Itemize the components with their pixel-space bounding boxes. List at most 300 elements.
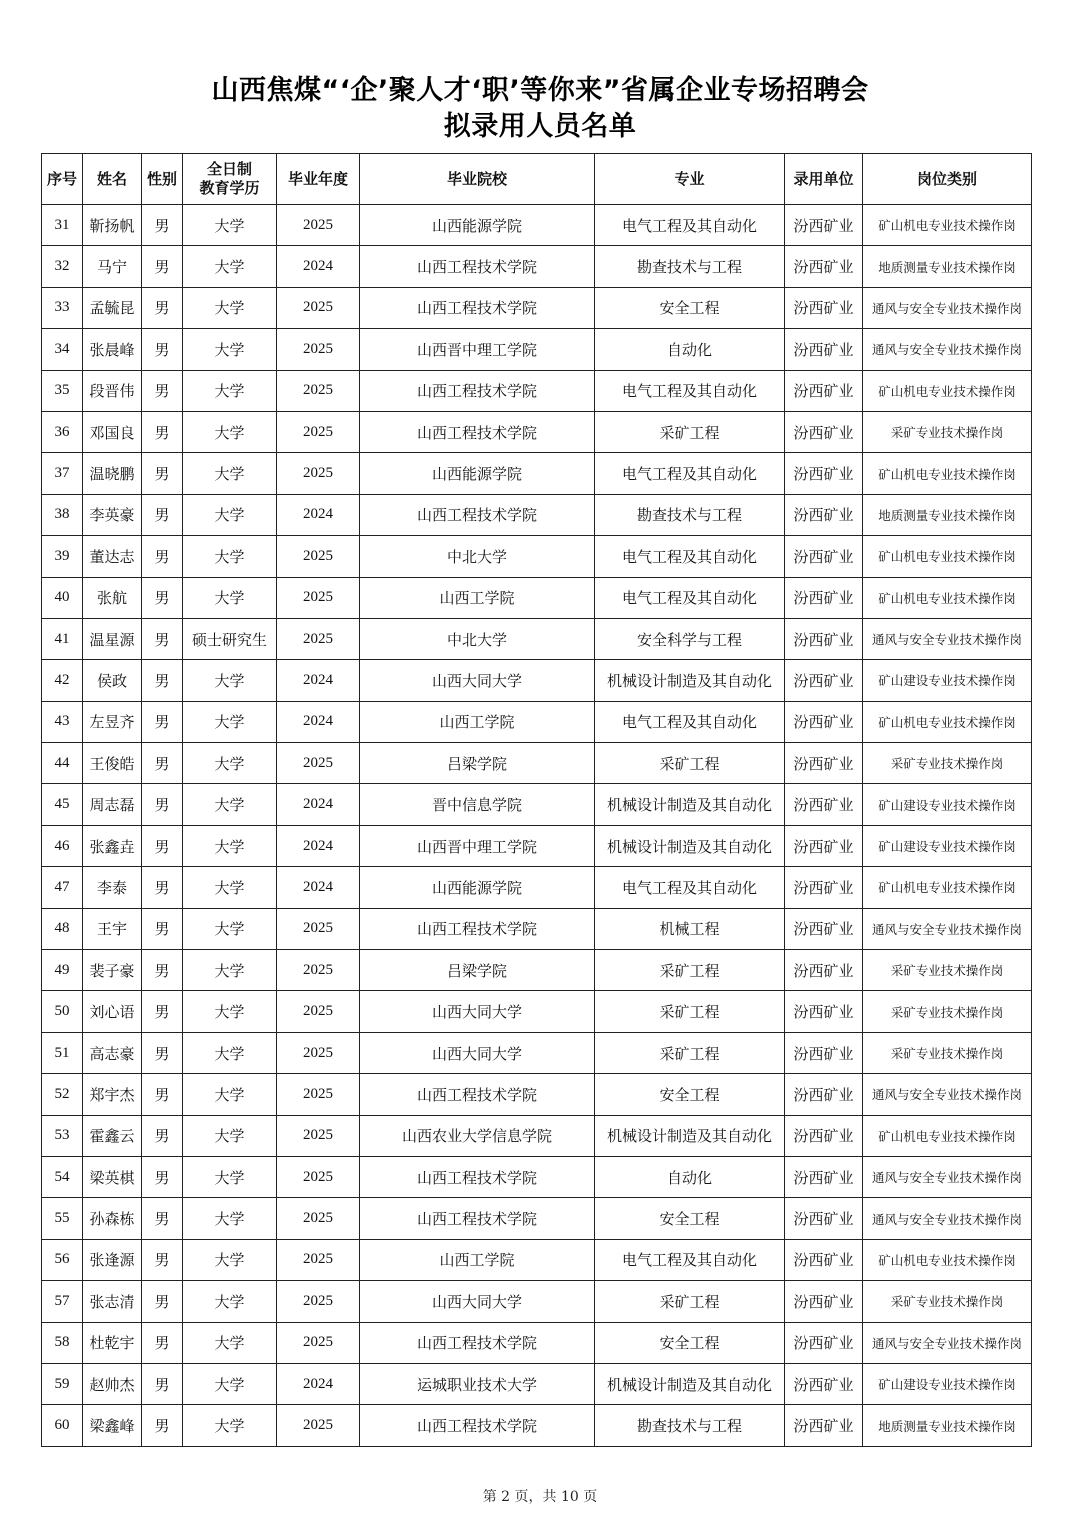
cell-post-category: 矿山建设专业技术操作岗 <box>863 784 1032 825</box>
cell-gender: 男 <box>142 1074 183 1115</box>
cell-seq: 44 <box>42 743 83 784</box>
cell-major: 安全工程 <box>595 1322 785 1363</box>
cell-name: 张逢源 <box>83 1239 142 1280</box>
cell-post-category: 矿山机电专业技术操作岗 <box>863 370 1032 411</box>
cell-graduation-year: 2025 <box>277 908 360 949</box>
cell-hiring-unit: 汾西矿业 <box>785 825 863 866</box>
table-row <box>42 618 1032 659</box>
cell-education: 大学 <box>183 1405 277 1446</box>
cell-graduation-year: 2025 <box>277 991 360 1032</box>
cell-major: 自动化 <box>595 1156 785 1197</box>
cell-hiring-unit: 汾西矿业 <box>785 1239 863 1280</box>
cell-school: 山西能源学院 <box>360 867 595 908</box>
cell-education: 大学 <box>183 908 277 949</box>
table-row <box>42 784 1032 825</box>
cell-education: 大学 <box>183 1198 277 1239</box>
cell-graduation-year: 2025 <box>277 1115 360 1156</box>
cell-graduation-year: 2025 <box>277 1322 360 1363</box>
cell-gender: 男 <box>142 950 183 991</box>
cell-school: 吕梁学院 <box>360 950 595 991</box>
cell-gender: 男 <box>142 1281 183 1322</box>
cell-school: 山西工程技术学院 <box>360 370 595 411</box>
cell-major: 电气工程及其自动化 <box>595 370 785 411</box>
cell-education: 大学 <box>183 536 277 577</box>
cell-school: 中北大学 <box>360 618 595 659</box>
cell-school: 晋中信息学院 <box>360 784 595 825</box>
cell-graduation-year: 2025 <box>277 329 360 370</box>
cell-education: 大学 <box>183 246 277 287</box>
cell-name: 高志豪 <box>83 1032 142 1073</box>
cell-graduation-year: 2025 <box>277 287 360 328</box>
cell-seq: 51 <box>42 1032 83 1073</box>
cell-hiring-unit: 汾西矿业 <box>785 246 863 287</box>
cell-name: 温晓鹏 <box>83 453 142 494</box>
cell-school: 吕梁学院 <box>360 743 595 784</box>
cell-name: 梁英棋 <box>83 1156 142 1197</box>
cell-major: 勘查技术与工程 <box>595 494 785 535</box>
cell-education: 大学 <box>183 743 277 784</box>
cell-hiring-unit: 汾西矿业 <box>785 1156 863 1197</box>
cell-name: 王宇 <box>83 908 142 949</box>
table-row <box>42 287 1032 328</box>
cell-seq: 52 <box>42 1074 83 1115</box>
cell-gender: 男 <box>142 825 183 866</box>
cell-school: 山西工程技术学院 <box>360 908 595 949</box>
cell-education: 大学 <box>183 660 277 701</box>
cell-hiring-unit: 汾西矿业 <box>785 784 863 825</box>
cell-major: 电气工程及其自动化 <box>595 1239 785 1280</box>
cell-gender: 男 <box>142 536 183 577</box>
cell-major: 采矿工程 <box>595 743 785 784</box>
cell-graduation-year: 2024 <box>277 494 360 535</box>
cell-seq: 40 <box>42 577 83 618</box>
cell-seq: 32 <box>42 246 83 287</box>
table-header <box>42 154 1032 205</box>
cell-education: 大学 <box>183 1156 277 1197</box>
cell-seq: 59 <box>42 1363 83 1404</box>
cell-seq: 37 <box>42 453 83 494</box>
table-row <box>42 536 1032 577</box>
cell-gender: 男 <box>142 329 183 370</box>
cell-graduation-year: 2025 <box>277 743 360 784</box>
cell-seq: 57 <box>42 1281 83 1322</box>
cell-major: 采矿工程 <box>595 411 785 452</box>
cell-hiring-unit: 汾西矿业 <box>785 1405 863 1446</box>
cell-post-category: 采矿专业技术操作岗 <box>863 743 1032 784</box>
cell-hiring-unit: 汾西矿业 <box>785 411 863 452</box>
cell-name: 孙森栋 <box>83 1198 142 1239</box>
cell-seq: 33 <box>42 287 83 328</box>
cell-graduation-year: 2024 <box>277 246 360 287</box>
cell-post-category: 地质测量专业技术操作岗 <box>863 1405 1032 1446</box>
cell-school: 山西工程技术学院 <box>360 246 595 287</box>
cell-post-category: 矿山建设专业技术操作岗 <box>863 1363 1032 1404</box>
cell-education: 大学 <box>183 577 277 618</box>
cell-seq: 43 <box>42 701 83 742</box>
cell-name: 侯政 <box>83 660 142 701</box>
cell-school: 山西工程技术学院 <box>360 1156 595 1197</box>
cell-major: 机械设计制造及其自动化 <box>595 1363 785 1404</box>
table-row <box>42 370 1032 411</box>
cell-hiring-unit: 汾西矿业 <box>785 370 863 411</box>
cell-seq: 54 <box>42 1156 83 1197</box>
cell-major: 机械工程 <box>595 908 785 949</box>
cell-education: 大学 <box>183 1032 277 1073</box>
cell-post-category: 采矿专业技术操作岗 <box>863 950 1032 991</box>
cell-education: 大学 <box>183 1074 277 1115</box>
cell-hiring-unit: 汾西矿业 <box>785 1322 863 1363</box>
cell-seq: 36 <box>42 411 83 452</box>
cell-major: 电气工程及其自动化 <box>595 867 785 908</box>
cell-major: 自动化 <box>595 329 785 370</box>
cell-name: 张航 <box>83 577 142 618</box>
cell-post-category: 通风与安全专业技术操作岗 <box>863 1156 1032 1197</box>
cell-name: 左昱齐 <box>83 701 142 742</box>
cell-gender: 男 <box>142 1032 183 1073</box>
cell-post-category: 矿山机电专业技术操作岗 <box>863 1239 1032 1280</box>
cell-gender: 男 <box>142 370 183 411</box>
cell-major: 采矿工程 <box>595 950 785 991</box>
cell-school: 山西农业大学信息学院 <box>360 1115 595 1156</box>
cell-major: 安全工程 <box>595 1198 785 1239</box>
cell-school: 山西工程技术学院 <box>360 1198 595 1239</box>
candidate-table <box>41 153 1032 1447</box>
document-subtitle: 拟录用人员名单 <box>443 111 637 142</box>
cell-graduation-year: 2025 <box>277 411 360 452</box>
table-row <box>42 867 1032 908</box>
table-row <box>42 1322 1032 1363</box>
cell-name: 李泰 <box>83 867 142 908</box>
cell-graduation-year: 2025 <box>277 1156 360 1197</box>
cell-graduation-year: 2025 <box>277 536 360 577</box>
cell-graduation-year: 2024 <box>277 701 360 742</box>
cell-school: 山西大同大学 <box>360 1281 595 1322</box>
cell-gender: 男 <box>142 618 183 659</box>
cell-name: 孟毓昆 <box>83 287 142 328</box>
header-education-line2: 教育学历 <box>199 179 260 197</box>
cell-gender: 男 <box>142 1405 183 1446</box>
cell-major: 安全工程 <box>595 1074 785 1115</box>
header-post-category: 岗位类别 <box>863 154 1032 205</box>
table-row <box>42 991 1032 1032</box>
header-education <box>183 154 277 205</box>
cell-gender: 男 <box>142 1239 183 1280</box>
cell-post-category: 采矿专业技术操作岗 <box>863 411 1032 452</box>
cell-name: 梁鑫峰 <box>83 1405 142 1446</box>
cell-school: 山西工程技术学院 <box>360 1074 595 1115</box>
cell-major: 机械设计制造及其自动化 <box>595 1115 785 1156</box>
table-row <box>42 1074 1032 1115</box>
cell-post-category: 矿山机电专业技术操作岗 <box>863 536 1032 577</box>
header-seq: 序号 <box>42 154 83 205</box>
cell-seq: 39 <box>42 536 83 577</box>
table-row <box>42 1115 1032 1156</box>
cell-seq: 60 <box>42 1405 83 1446</box>
table-row <box>42 825 1032 866</box>
cell-gender: 男 <box>142 867 183 908</box>
cell-major: 机械设计制造及其自动化 <box>595 660 785 701</box>
cell-gender: 男 <box>142 701 183 742</box>
table-row <box>42 950 1032 991</box>
cell-post-category: 通风与安全专业技术操作岗 <box>863 1198 1032 1239</box>
cell-education: 大学 <box>183 1363 277 1404</box>
cell-hiring-unit: 汾西矿业 <box>785 701 863 742</box>
table-row <box>42 908 1032 949</box>
cell-gender: 男 <box>142 205 183 246</box>
cell-seq: 55 <box>42 1198 83 1239</box>
document-title: 山西焦煤“‘企’聚人才‘职’等你来”省属企业专场招聘会 <box>211 75 869 106</box>
cell-name: 刘心语 <box>83 991 142 1032</box>
cell-seq: 50 <box>42 991 83 1032</box>
cell-school: 山西工学院 <box>360 701 595 742</box>
table-row <box>42 1239 1032 1280</box>
cell-seq: 53 <box>42 1115 83 1156</box>
cell-education: 大学 <box>183 370 277 411</box>
cell-seq: 45 <box>42 784 83 825</box>
cell-education: 大学 <box>183 205 277 246</box>
table-row <box>42 577 1032 618</box>
table-row <box>42 1198 1032 1239</box>
cell-graduation-year: 2024 <box>277 1363 360 1404</box>
cell-education: 大学 <box>183 867 277 908</box>
cell-hiring-unit: 汾西矿业 <box>785 867 863 908</box>
cell-school: 山西工程技术学院 <box>360 287 595 328</box>
cell-school: 山西大同大学 <box>360 1032 595 1073</box>
header-major: 专业 <box>595 154 785 205</box>
table-row <box>42 205 1032 246</box>
table-row <box>42 743 1032 784</box>
cell-school: 山西工程技术学院 <box>360 1405 595 1446</box>
cell-education: 大学 <box>183 825 277 866</box>
cell-graduation-year: 2025 <box>277 1405 360 1446</box>
cell-graduation-year: 2025 <box>277 950 360 991</box>
cell-gender: 男 <box>142 1115 183 1156</box>
cell-hiring-unit: 汾西矿业 <box>785 536 863 577</box>
cell-education: 大学 <box>183 950 277 991</box>
cell-name: 周志磊 <box>83 784 142 825</box>
table-row <box>42 411 1032 452</box>
table-row <box>42 329 1032 370</box>
cell-post-category: 采矿专业技术操作岗 <box>863 1032 1032 1073</box>
cell-gender: 男 <box>142 1198 183 1239</box>
cell-hiring-unit: 汾西矿业 <box>785 494 863 535</box>
cell-name: 李英豪 <box>83 494 142 535</box>
cell-post-category: 矿山机电专业技术操作岗 <box>863 701 1032 742</box>
cell-major: 采矿工程 <box>595 1032 785 1073</box>
header-school: 毕业院校 <box>360 154 595 205</box>
table-row <box>42 453 1032 494</box>
cell-post-category: 矿山机电专业技术操作岗 <box>863 453 1032 494</box>
cell-school: 山西大同大学 <box>360 660 595 701</box>
cell-post-category: 通风与安全专业技术操作岗 <box>863 908 1032 949</box>
cell-education: 大学 <box>183 1239 277 1280</box>
cell-school: 中北大学 <box>360 536 595 577</box>
cell-major: 勘查技术与工程 <box>595 1405 785 1446</box>
cell-hiring-unit: 汾西矿业 <box>785 950 863 991</box>
cell-post-category: 采矿专业技术操作岗 <box>863 1281 1032 1322</box>
cell-hiring-unit: 汾西矿业 <box>785 1363 863 1404</box>
table-row <box>42 1032 1032 1073</box>
cell-seq: 42 <box>42 660 83 701</box>
cell-school: 山西工学院 <box>360 1239 595 1280</box>
cell-school: 山西工学院 <box>360 577 595 618</box>
cell-name: 段晋伟 <box>83 370 142 411</box>
cell-gender: 男 <box>142 743 183 784</box>
cell-graduation-year: 2025 <box>277 618 360 659</box>
cell-gender: 男 <box>142 660 183 701</box>
cell-hiring-unit: 汾西矿业 <box>785 1198 863 1239</box>
cell-hiring-unit: 汾西矿业 <box>785 743 863 784</box>
cell-school: 运城职业技术大学 <box>360 1363 595 1404</box>
cell-education: 大学 <box>183 494 277 535</box>
table-row <box>42 1363 1032 1404</box>
cell-post-category: 地质测量专业技术操作岗 <box>863 246 1032 287</box>
cell-gender: 男 <box>142 991 183 1032</box>
cell-post-category: 通风与安全专业技术操作岗 <box>863 1322 1032 1363</box>
header-hiring-unit: 录用单位 <box>785 154 863 205</box>
cell-graduation-year: 2024 <box>277 660 360 701</box>
cell-major: 安全工程 <box>595 287 785 328</box>
cell-seq: 46 <box>42 825 83 866</box>
cell-seq: 48 <box>42 908 83 949</box>
cell-name: 张鑫垚 <box>83 825 142 866</box>
cell-post-category: 地质测量专业技术操作岗 <box>863 494 1032 535</box>
cell-post-category: 采矿专业技术操作岗 <box>863 991 1032 1032</box>
cell-major: 采矿工程 <box>595 991 785 1032</box>
cell-major: 机械设计制造及其自动化 <box>595 825 785 866</box>
cell-education: 大学 <box>183 411 277 452</box>
cell-seq: 35 <box>42 370 83 411</box>
cell-name: 邓国良 <box>83 411 142 452</box>
cell-hiring-unit: 汾西矿业 <box>785 453 863 494</box>
cell-gender: 男 <box>142 908 183 949</box>
cell-hiring-unit: 汾西矿业 <box>785 1115 863 1156</box>
cell-graduation-year: 2025 <box>277 1198 360 1239</box>
table-row <box>42 1156 1032 1197</box>
cell-education: 硕士研究生 <box>183 618 277 659</box>
cell-hiring-unit: 汾西矿业 <box>785 618 863 659</box>
cell-seq: 56 <box>42 1239 83 1280</box>
cell-major: 机械设计制造及其自动化 <box>595 784 785 825</box>
cell-education: 大学 <box>183 1322 277 1363</box>
cell-graduation-year: 2025 <box>277 1281 360 1322</box>
cell-education: 大学 <box>183 701 277 742</box>
cell-gender: 男 <box>142 784 183 825</box>
cell-hiring-unit: 汾西矿业 <box>785 991 863 1032</box>
cell-graduation-year: 2025 <box>277 1074 360 1115</box>
cell-hiring-unit: 汾西矿业 <box>785 1074 863 1115</box>
cell-gender: 男 <box>142 1156 183 1197</box>
cell-name: 温星源 <box>83 618 142 659</box>
cell-post-category: 通风与安全专业技术操作岗 <box>863 287 1032 328</box>
cell-graduation-year: 2024 <box>277 784 360 825</box>
cell-education: 大学 <box>183 1115 277 1156</box>
cell-seq: 34 <box>42 329 83 370</box>
cell-gender: 男 <box>142 494 183 535</box>
cell-graduation-year: 2024 <box>277 867 360 908</box>
cell-hiring-unit: 汾西矿业 <box>785 577 863 618</box>
cell-seq: 49 <box>42 950 83 991</box>
cell-gender: 男 <box>142 577 183 618</box>
cell-name: 张晨峰 <box>83 329 142 370</box>
cell-education: 大学 <box>183 287 277 328</box>
cell-major: 电气工程及其自动化 <box>595 536 785 577</box>
cell-seq: 38 <box>42 494 83 535</box>
table-row <box>42 494 1032 535</box>
cell-graduation-year: 2025 <box>277 577 360 618</box>
table-row <box>42 246 1032 287</box>
cell-education: 大学 <box>183 991 277 1032</box>
cell-post-category: 通风与安全专业技术操作岗 <box>863 618 1032 659</box>
cell-name: 张志清 <box>83 1281 142 1322</box>
cell-name: 郑宇杰 <box>83 1074 142 1115</box>
table-body <box>42 205 1032 1447</box>
cell-post-category: 通风与安全专业技术操作岗 <box>863 329 1032 370</box>
cell-hiring-unit: 汾西矿业 <box>785 1281 863 1322</box>
cell-name: 杜乾宇 <box>83 1322 142 1363</box>
cell-post-category: 矿山建设专业技术操作岗 <box>863 825 1032 866</box>
cell-gender: 男 <box>142 287 183 328</box>
cell-name: 马宁 <box>83 246 142 287</box>
cell-seq: 47 <box>42 867 83 908</box>
header-row <box>42 154 1032 205</box>
cell-school: 山西晋中理工学院 <box>360 329 595 370</box>
cell-hiring-unit: 汾西矿业 <box>785 660 863 701</box>
cell-name: 霍鑫云 <box>83 1115 142 1156</box>
cell-school: 山西能源学院 <box>360 205 595 246</box>
cell-gender: 男 <box>142 1363 183 1404</box>
cell-graduation-year: 2024 <box>277 825 360 866</box>
table-row <box>42 660 1032 701</box>
cell-hiring-unit: 汾西矿业 <box>785 1032 863 1073</box>
cell-post-category: 矿山机电专业技术操作岗 <box>863 1115 1032 1156</box>
header-graduation-year: 毕业年度 <box>277 154 360 205</box>
table-row <box>42 1405 1032 1446</box>
cell-seq: 41 <box>42 618 83 659</box>
cell-name: 董达志 <box>83 536 142 577</box>
cell-post-category: 矿山建设专业技术操作岗 <box>863 660 1032 701</box>
cell-graduation-year: 2025 <box>277 453 360 494</box>
cell-education: 大学 <box>183 329 277 370</box>
cell-major: 电气工程及其自动化 <box>595 701 785 742</box>
cell-school: 山西工程技术学院 <box>360 411 595 452</box>
header-name: 姓名 <box>83 154 142 205</box>
cell-major: 安全科学与工程 <box>595 618 785 659</box>
cell-hiring-unit: 汾西矿业 <box>785 329 863 370</box>
cell-gender: 男 <box>142 1322 183 1363</box>
cell-school: 山西工程技术学院 <box>360 494 595 535</box>
cell-major: 勘查技术与工程 <box>595 246 785 287</box>
cell-name: 赵帅杰 <box>83 1363 142 1404</box>
cell-post-category: 矿山机电专业技术操作岗 <box>863 577 1032 618</box>
cell-gender: 男 <box>142 411 183 452</box>
table-row <box>42 1281 1032 1322</box>
cell-major: 采矿工程 <box>595 1281 785 1322</box>
cell-graduation-year: 2025 <box>277 370 360 411</box>
cell-graduation-year: 2025 <box>277 1032 360 1073</box>
cell-school: 山西大同大学 <box>360 991 595 1032</box>
cell-graduation-year: 2025 <box>277 1239 360 1280</box>
cell-school: 山西能源学院 <box>360 453 595 494</box>
cell-education: 大学 <box>183 1281 277 1322</box>
cell-education: 大学 <box>183 784 277 825</box>
cell-education: 大学 <box>183 453 277 494</box>
cell-hiring-unit: 汾西矿业 <box>785 205 863 246</box>
header-gender: 性别 <box>142 154 183 205</box>
cell-post-category: 矿山机电专业技术操作岗 <box>863 205 1032 246</box>
cell-school: 山西晋中理工学院 <box>360 825 595 866</box>
header-education-line1: 全日制 <box>206 160 252 178</box>
